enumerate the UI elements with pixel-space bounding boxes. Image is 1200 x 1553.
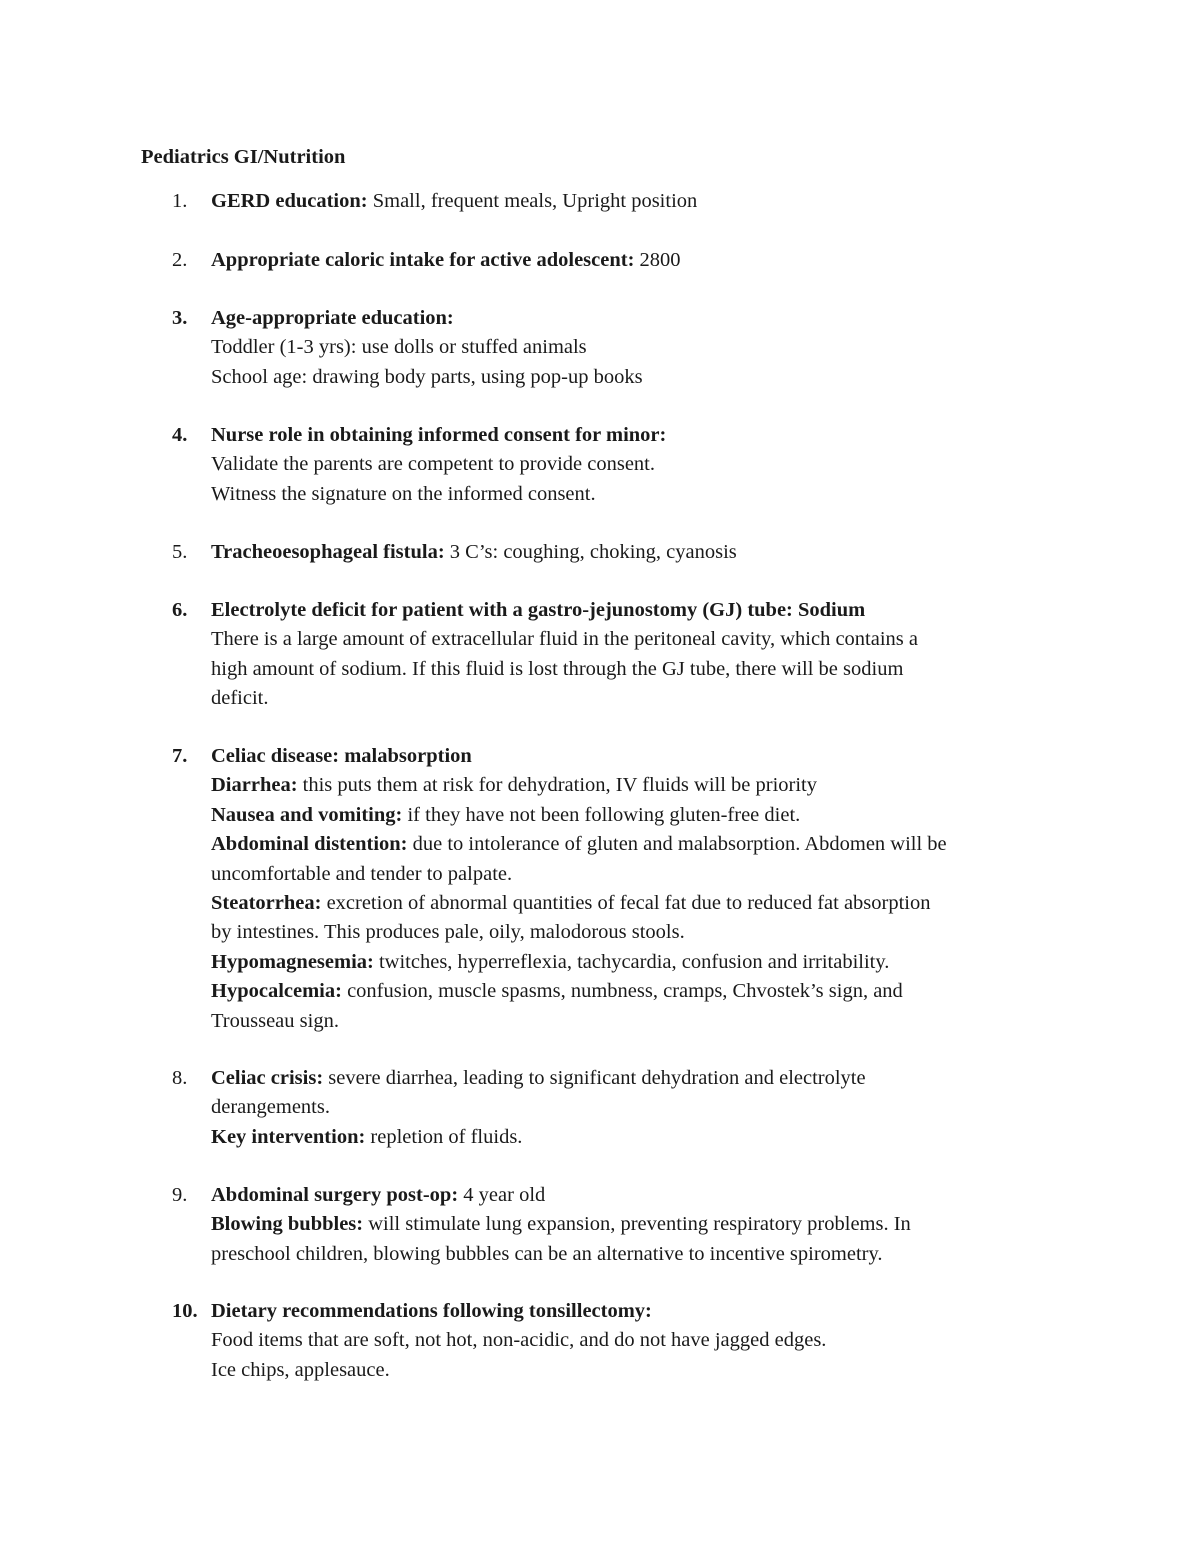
item-body [211, 187, 1071, 216]
item-number: 2. [172, 249, 188, 271]
item-number: 4. [172, 424, 188, 446]
entry-steatorrhea: Steatorrhea: excretion of abnormal quantities of fecal fat due to reduced fat absorption [211, 892, 931, 915]
blowing-bubbles-text: will stimulate lung expansion, preventing respiratory problems. In [363, 1213, 911, 1236]
item-text: 3 C’s: coughing, choking, cyanosis [444, 541, 737, 563]
entry-continuation: by intestines. This produces pale, oily, malodorous stools. [211, 921, 685, 944]
item-body [211, 538, 1071, 567]
item-heading: Age-appropriate education: [211, 307, 454, 329]
item-heading: Abdominal surgery post-op: [211, 1184, 459, 1206]
item-number: 6. [172, 599, 188, 621]
entry-hypocalcemia: Hypocalcemia: confusion, muscle spasms, numbness, cramps, Chvostek’s sign, and [211, 980, 903, 1003]
item-heading: Electrolyte deficit for patient with a gastro-jejunostomy (GJ) tube: Sodium [211, 599, 866, 621]
entry-diarrhea: Diarrhea: this puts them at risk for dehydration, IV fluids will be priority [211, 774, 817, 797]
item-heading: Nurse role in obtaining informed consent for minor: [211, 424, 667, 446]
item-line: Toddler (1-3 yrs): use dolls or stuffed animals [211, 336, 587, 359]
item-line: Witness the signature on the informed consent. [211, 482, 596, 505]
item-number: 5. [172, 541, 188, 563]
item-heading: Celiac crisis: [211, 1067, 324, 1089]
item-text: Small, frequent meals, Upright position [367, 190, 698, 212]
item-number: 7. [172, 745, 188, 767]
item-number: 1. [172, 190, 188, 212]
page-title: Pediatrics GI/Nutrition [141, 146, 346, 168]
key-intervention-text: repletion of fluids. [365, 1125, 523, 1148]
item-line: There is a large amount of extracellular fluid in the peritoneal cavity, which contains a [211, 628, 918, 651]
blowing-bubbles-label: Blowing bubbles: [211, 1213, 364, 1236]
item-body [211, 742, 1071, 1036]
entry-continuation: Trousseau sign. [211, 1009, 339, 1032]
item-heading: GERD education: [211, 190, 368, 212]
item-body [211, 304, 1071, 392]
item-line: preschool children, blowing bubbles can be an alternative to incentive spirometry. [211, 1242, 883, 1265]
item-heading: Appropriate caloric intake for active adolescent: [211, 249, 635, 271]
item-line: Food items that are soft, not hot, non-acidic, and do not have jagged edges. [211, 1329, 827, 1352]
item-text: 2800 [634, 249, 681, 271]
item-heading: Dietary recommendations following tonsillectomy: [211, 1300, 652, 1322]
item-number: 10. [172, 1300, 198, 1322]
item-number: 3. [172, 307, 188, 329]
entry-continuation: uncomfortable and tender to palpate. [211, 862, 513, 885]
item-line: School age: drawing body parts, using pop-up books [211, 365, 643, 388]
item-heading: Celiac disease: malabsorption [211, 745, 472, 767]
item-body [211, 596, 1071, 714]
item-line: derangements. [211, 1096, 330, 1119]
item-line: Ice chips, applesauce. [211, 1358, 390, 1381]
item-text: 4 year old [458, 1184, 546, 1206]
entry-nausea-vomiting: Nausea and vomiting: if they have not been following gluten-free diet. [211, 803, 801, 826]
entry-hypomagnesemia: Hypomagnesemia: twitches, hyperreflexia, tachycardia, confusion and irritability. [211, 950, 890, 973]
item-body [211, 1297, 1071, 1385]
item-line: high amount of sodium. If this fluid is lost through the GJ tube, there will be sodium [211, 657, 904, 680]
item-number: 8. [172, 1067, 188, 1089]
item-heading: Tracheoesophageal fistula: [211, 541, 445, 563]
item-text: severe diarrhea, leading to significant dehydration and electrolyte [323, 1067, 866, 1089]
item-line: Validate the parents are competent to provide consent. [211, 453, 656, 476]
item-number: 9. [172, 1184, 188, 1206]
entry-abdominal-distention: Abdominal distention: due to intolerance of gluten and malabsorption. Abdomen will be [211, 833, 947, 856]
item-body [211, 421, 1071, 509]
item-line: deficit. [211, 687, 269, 710]
item-body [211, 1181, 1071, 1269]
item-body [211, 246, 1071, 275]
key-intervention-label: Key intervention: [211, 1125, 366, 1148]
item-body [211, 1064, 1071, 1152]
